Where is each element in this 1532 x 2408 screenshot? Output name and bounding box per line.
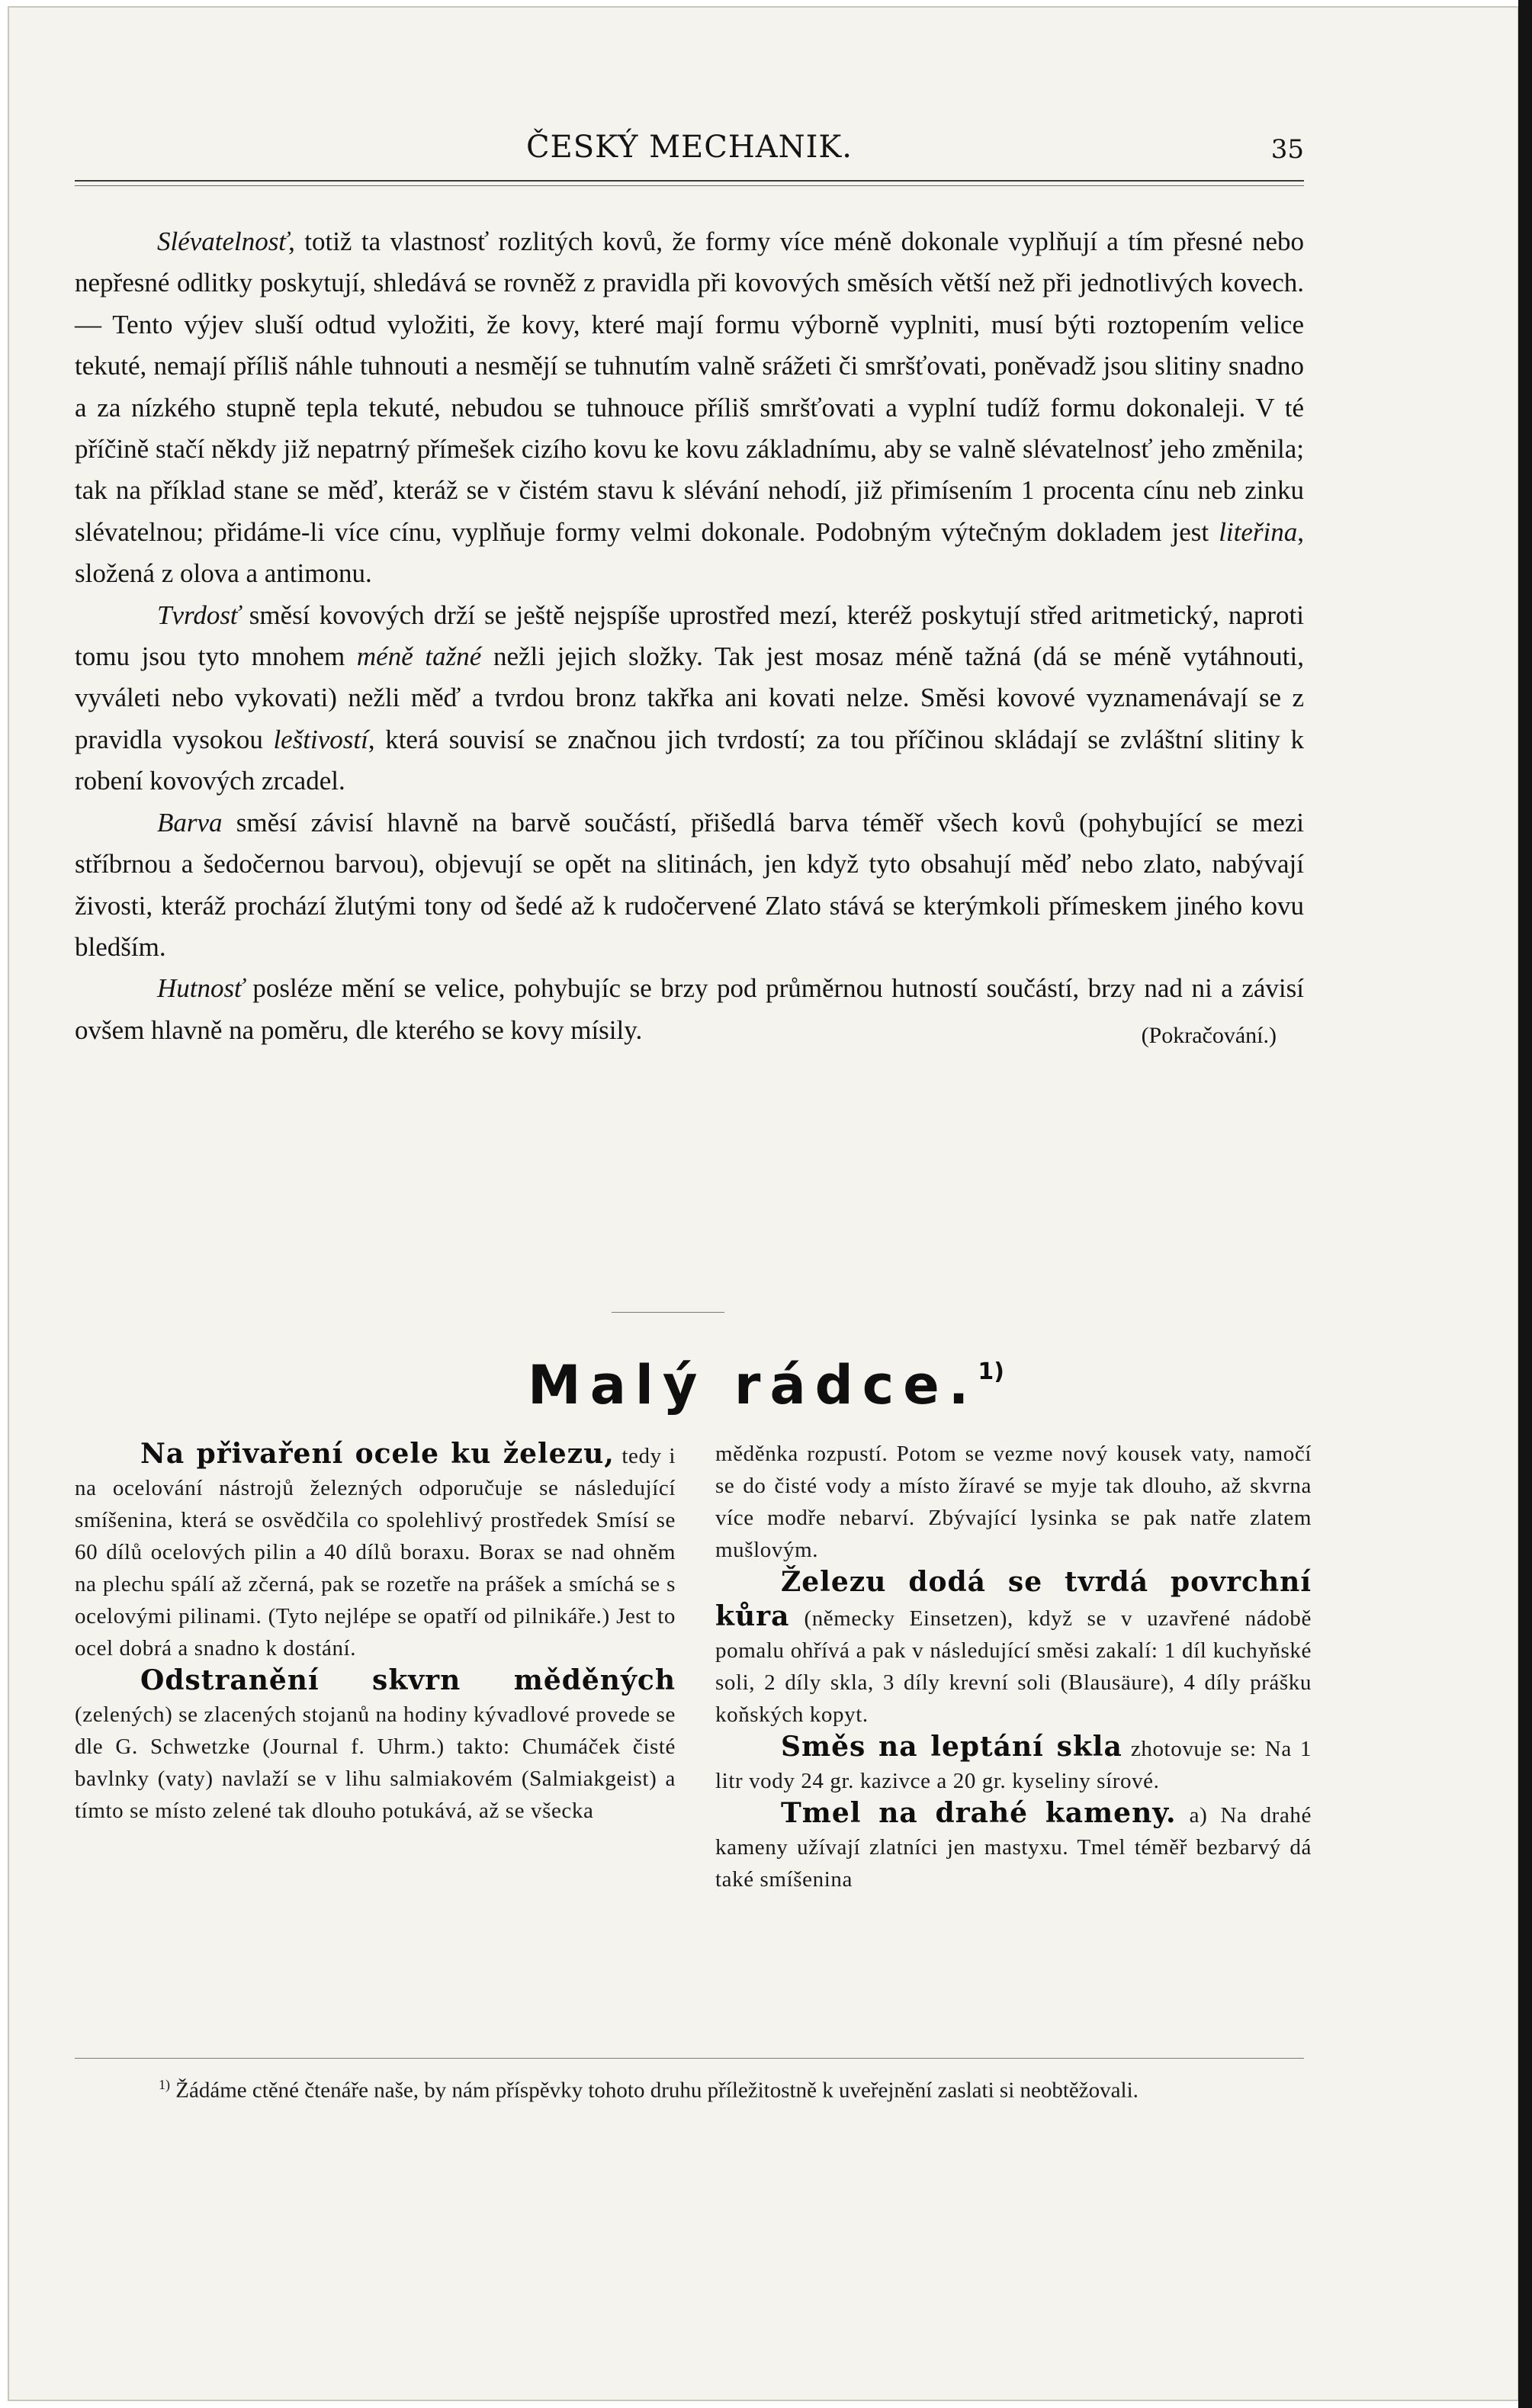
term-castability: Slévatelnosť [157,227,289,256]
section-separator [612,1312,724,1313]
tip-copper-stains-cont: měděnka rozpustí. Potom se vezme nový kousek vaty, namočí se do čisté vody a místo žíravé se myje tak dlouho, až skvrna více modře nebarví. Zbývající lysinka se pak natře zlatem mušlovým. [715,1442,1312,1562]
footnote: $^{1)}$ Žádáme ctěné čtenáře naše, by nám příspěvky tohoto druhu příležitostně k uveřejnění zaslati si neobtěžovali. [159,2077,1139,2103]
tip-heading: Na přivaření ocele ku železu, [140,1438,615,1470]
running-title: ČESKÝ MECHANIK. [525,130,853,165]
tip-steel-welding: Na přivaření ocele ku železu, tedy i na ocelování nástrojů železných odporučuje se následující smíšenina, která se osvědčila co spolehlivý prostředek Smísí se 60 dílů ocelových pilin a 40 dílů boraxu. Borax se nad ohněm na plechu spálí až zčerná, pak se rozetře na prášek a smíchá se s ocelovými pilinami. (Tyto nejlépe se opatří od pilnikáře.) Jest to ocel dobrá a snadno k dostání. [75,1438,676,1661]
paragraph-color: Barva směsí závisí hlavně na barvě součástí, přišedlá barva téměř všech kovů (pohybující se mezi stříbrnou a šedočernou barvou), objevují se opět na slitinách, jen když tyto obsahují měď nebo zlato, nabývají živosti, kteráž prochází žlutými tony od šedé až k rudočervené Zlato stává se kterýmkoli přímeskem jiného kovu bledším. [75,807,1304,962]
section-title: Malý rádce.$^{1)}$ [528,1354,1004,1416]
term-polishability: leštivostí [273,724,368,754]
term-density: Hutnosť [157,973,244,1004]
paragraph-density: Hutnosť posléze mění se velice, pohybujíc se brzy pod průměrnou hutností součástí, brzy nad ni a závisí ovšem hlavně na poměru, dle kterého se kovy mísily. [75,973,1304,1045]
tip-glass-etching: Směs na leptání skla zhotovuje se: Na 1 litr vody 24 gr. kazivce a 20 gr. kyseliny sírové. [715,1731,1312,1793]
header-rule [75,180,1304,182]
term-less-ductile: méně tažné [356,641,482,672]
scan-edge [1518,0,1532,2408]
tip-gem-cement: Tmel na drahé kameny. a) Na drahé kameny užívají zlatníci jen mastyxu. Tmel téměř bezbarvý dá také smíšenina [715,1797,1312,1892]
page-header [75,130,1304,175]
paragraph-hardness: Tvrdosť směsí kovových drží se ještě nejspíše uprostřed mezí, kteréž poskytují střed aritmetický, naproti tomu jsou tyto mnohem méně tažné nežli jejich složky. Tak jest mosaz méně tažná (dá se méně vytáhnouti, vyváleti nebo vykovati) nežli měď a tvrdou bronz takřka ani kovati nelze. Směsi kovové vyznamenávají se z pravidla vysokou leštivostí, která souvisí se značnou jich tvrdostí; za tou příčinou skládají se zvláštní slitiny k robení kovových zrcadel. [75,600,1304,796]
tip-case-hardening: Železu dodá se tvrdá povrchní kůra (německy Einsetzen), když se v uzavřené nádobě pomalu ohřívá a pak v následující směsi zakalí: 1 díl kuchyňské soli, 2 díly skla, 3 díly krevní soli (Blausäure), 4 díly prášku koňských kopyt. [715,1566,1312,1727]
main-article [75,221,1304,1051]
paragraph-castability: Slévatelnosť, totiž ta vlastnosť rozlitých kovů, že formy více méně dokonale vyplňují a tím přesné nebo nepřesné odlitky poskytují, shledává se rovněž z pravidla při kovových směsích větší než při jednotlivých kovech. — Tento výjev sluší odtud vyložiti, že kovy, které mají formu výborně vyplniti, musí býti roztopením velice tekuté, nemají příliš náhle tuhnouti a nesmějí se tuhnutím valně srážeti či smršťovati, poněvadž jsou slitiny snadno a za nízkého stupně tepla tekuté, nebudou se tuhnouce příliš smršťovati a vyplní tudíž formu dokonaleji. V té příčině stačí někdy již nepatrný přímešek cizího kovu ke kovu základnímu, aby se valně slévatelnosť jeho změnila; tak na příklad stane se měď, kteráž se v čistém stavu k slévání nehodí, již přimísením 1 procenta cínu neb zinku slévatelnou; přidáme-li více cínu, vyplňuje formy velmi dokonale. Podobným výtečným dokladem jest liteřina, složená z olova a antimonu. [75,227,1304,589]
tip-copper-stains: Odstranění skvrn měděných (zelených) se zlacených stojanů na hodiny kývadlové provede se dle G. Schwetzke (Journal f. Uhrm.) takto: Chumáček čisté bavlnky (vaty) navlaží se v lihu salmiakovém (Salmiakgeist) a tímto se místo zelené tak dlouho potukává, až se všecka [75,1664,676,1823]
tip-heading: Odstranění skvrn měděných [140,1664,676,1696]
left-column [75,1438,676,1827]
term-type-metal: liteřina [1219,516,1298,547]
page-number: 35 [1270,134,1304,165]
footnote-number: 1) [159,2077,170,2092]
footnote-mark: 1) [978,1358,1004,1385]
tip-heading: Tmel na drahé kameny. [781,1797,1177,1829]
right-column [715,1438,1312,1895]
term-color: Barva [157,807,223,837]
tip-heading: Směs na leptání skla [781,1731,1123,1763]
continued-note: (Pokračování.) [1141,1023,1277,1049]
header-rule-thin [75,185,1304,186]
term-hardness: Tvrdosť [157,600,240,630]
footnote-rule [75,2058,1304,2059]
tip-heading: Železu dodá se tvrdá povrchní kůra [715,1566,1312,1632]
